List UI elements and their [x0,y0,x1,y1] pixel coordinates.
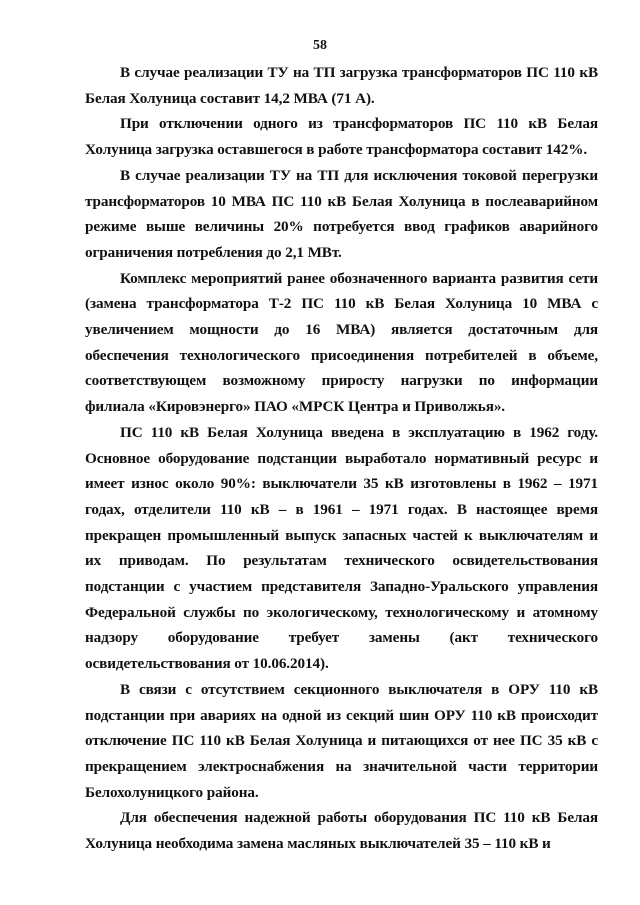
document-body [85,60,598,857]
paragraph: В связи с отсутствием секционного выключателя в ОРУ 110 кВ подстанции при авариях на одной из секций шин ОРУ 110 кВ происходит отключение ПС 110 кВ Белая Холуница и питающихся от нее ПС 35 кВ с прекращением электроснабжения на значительной части территории Белохолуницкого района. [85,680,598,801]
page-number: 58 [313,38,327,53]
paragraph: При отключении одного из трансформаторов ПС 110 кВ Белая Холуница загрузка оставшегося в работе трансформатора составит 142%. [85,115,598,159]
paragraph: В случае реализации ТУ на ТП для исключения токовой перегрузки трансформаторов 10 МВА ПС 110 кВ Белая Холуница в послеаварийном режиме выше величины 20% потребуется ввод графиков аварийного ограничения потребления до 2,1 МВт. [85,166,598,261]
paragraph: ПС 110 кВ Белая Холуница введена в эксплуатацию в 1962 году. Основное оборудование подстанции выработало нормативный ресурс и имеет износ около 90%: выключатели 35 кВ изготовлены в 1962 – 1971 годах, отделители 110 кВ – в 1961 – 1971 годах. В настоящее время прекращен промышленный выпуск запасных частей к выключателям и их приводам. По результатам технического освидетельствования подстанции с участием представителя Западно-Уральского управления Федеральной службы по экологическому, технологическому и атомному надзору оборудование требует замены (акт технического освидетельствования от 10.06.2014). [85,423,598,673]
paragraph: Комплекс мероприятий ранее обозначенного варианта развития сети (замена трансформатора Т-2 ПС 110 кВ Белая Холуница 10 МВА с увеличением мощности до 16 МВА) является достаточным для обеспечения технологического присоединения потребителей в объеме, соответствующем возможному приросту нагрузки по информации филиала «Кировэнерго» ПАО «МРСК Центра и Приволжья». [85,269,598,416]
paragraph: Для обеспечения надежной работы оборудования ПС 110 кВ Белая Холуница необходима замена масляных выключателей 35 – 110 кВ и [85,809,598,853]
paragraph: В случае реализации ТУ на ТП загрузка трансформаторов ПС 110 кВ Белая Холуница составит 14,2 МВА (71 А). [85,64,598,107]
